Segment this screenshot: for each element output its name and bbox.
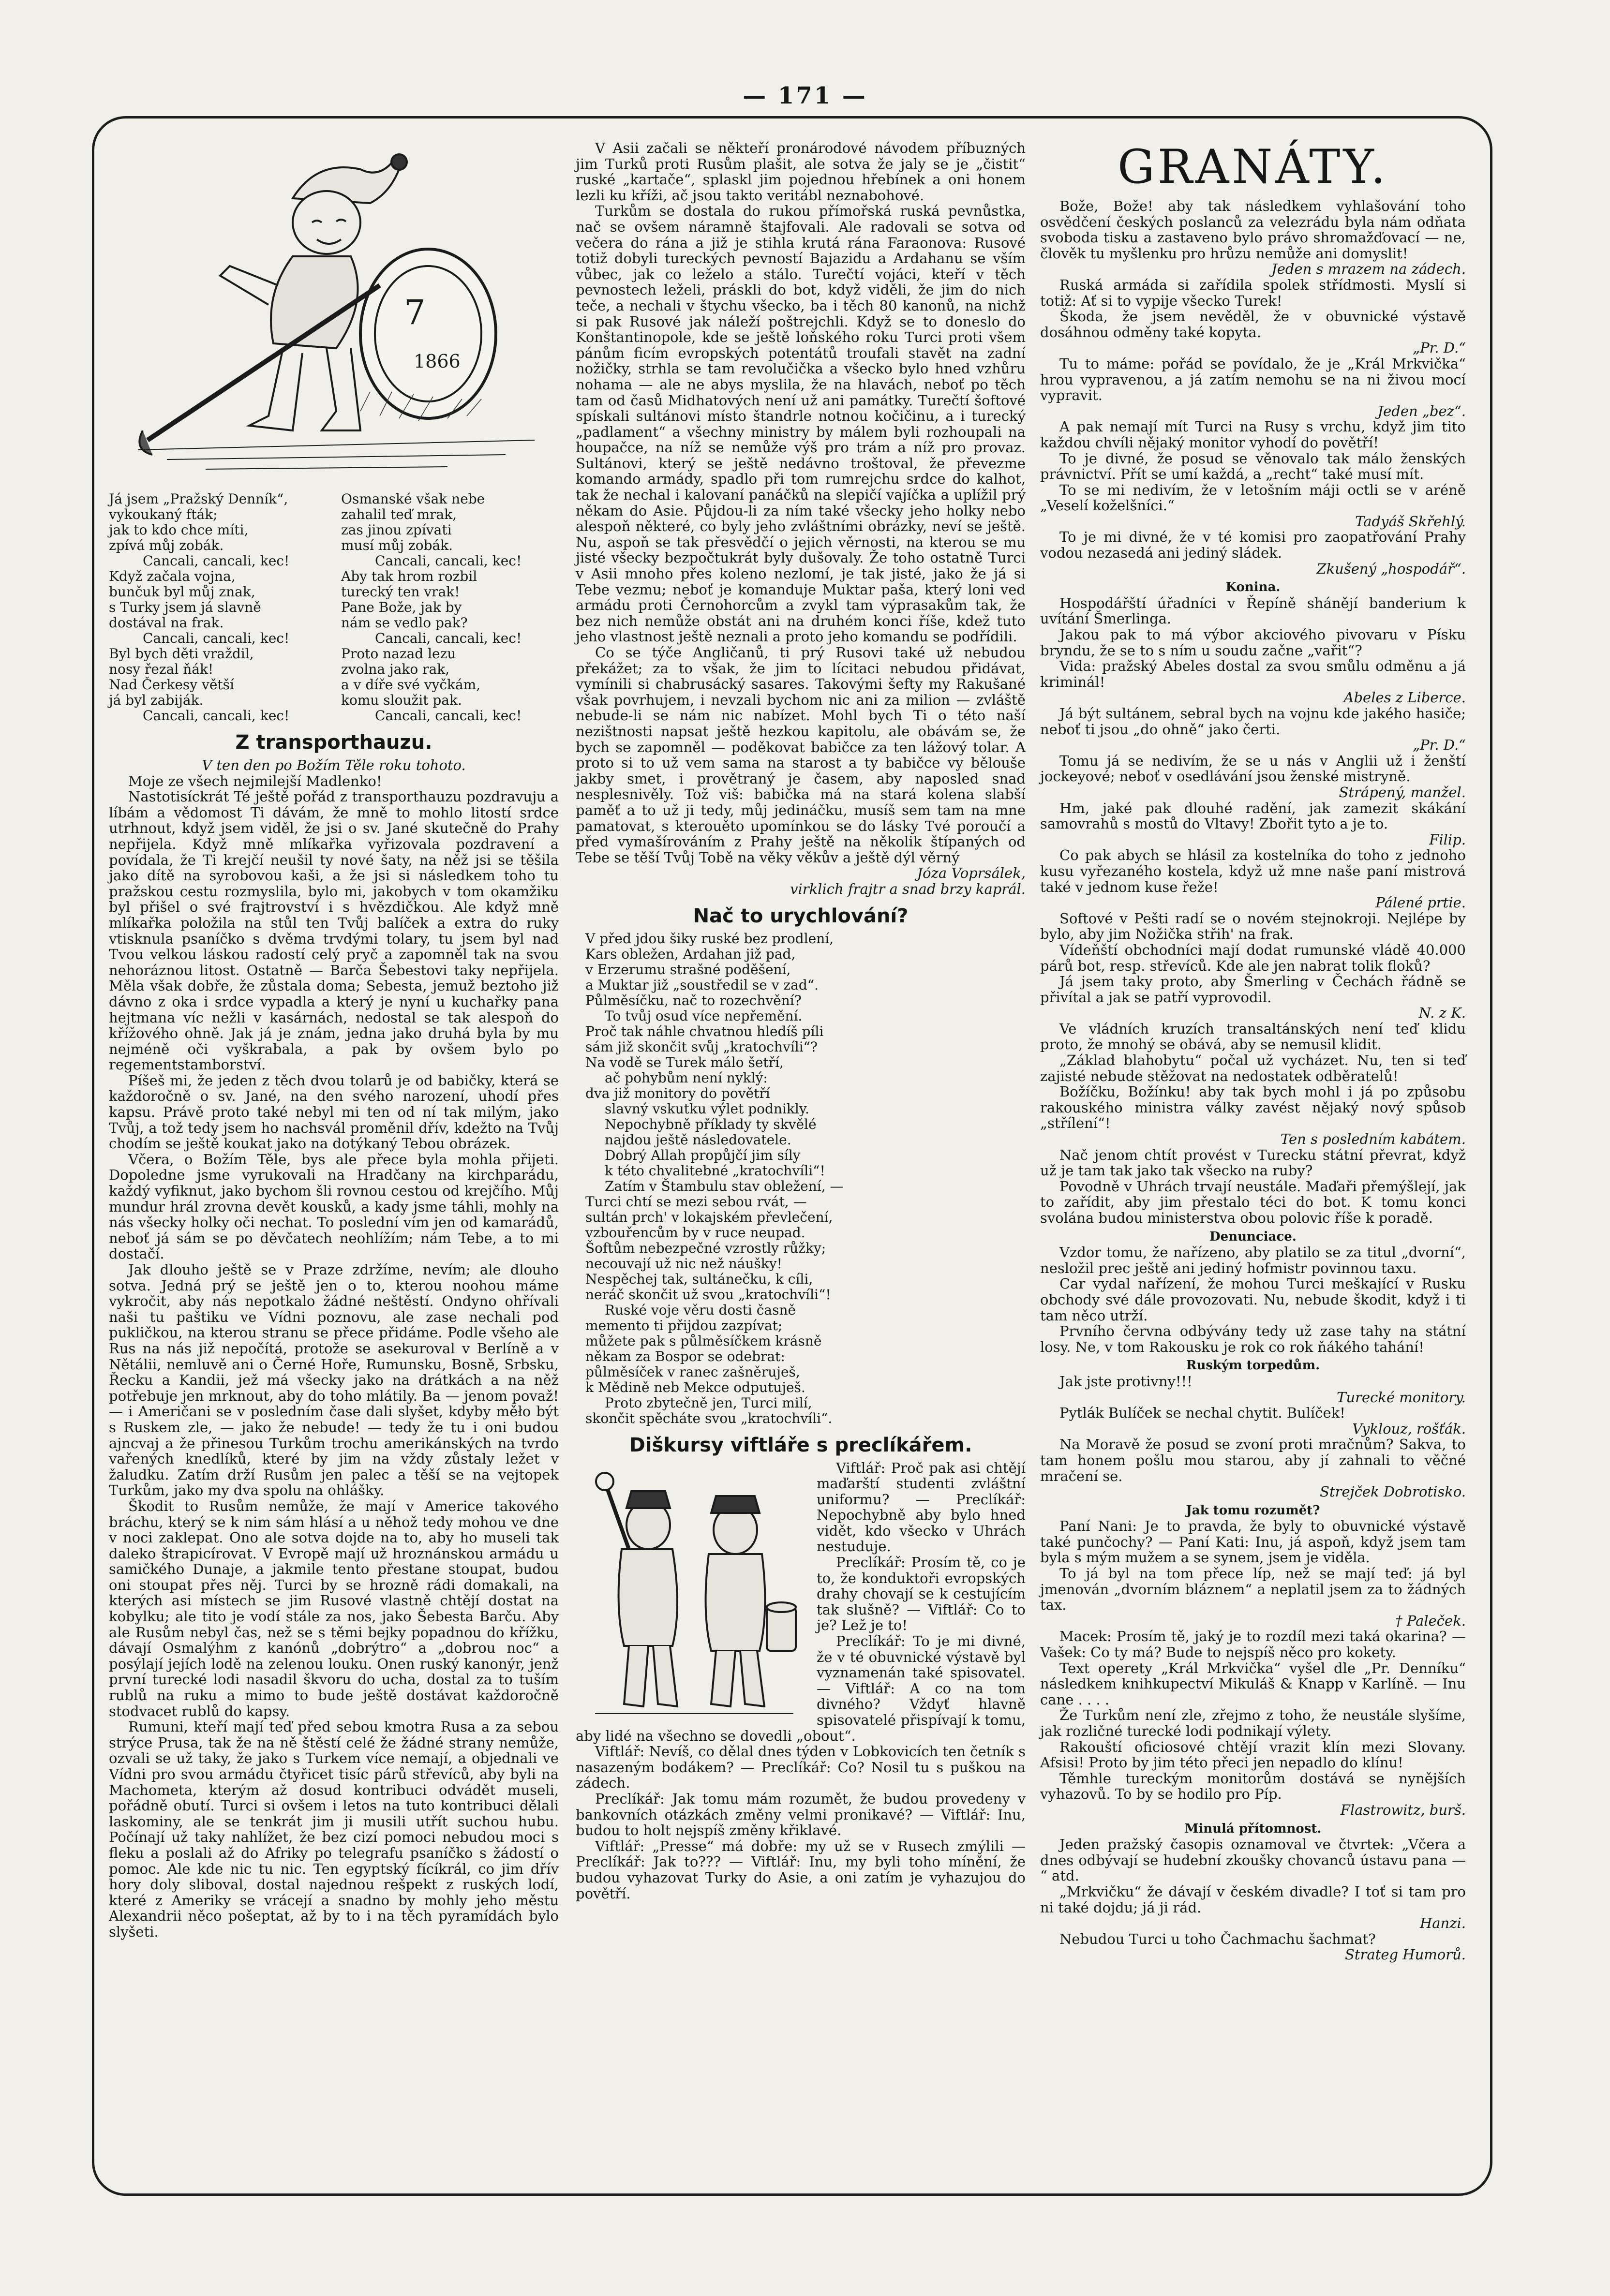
joke-signature: Jeden s mrazem na zádech. (1271, 261, 1466, 278)
joke-signature: Ten s posledním kabátem. (1280, 1131, 1466, 1148)
poem-line: Šoftům nebezpečné vzrostly růžky; (585, 1240, 826, 1256)
joke-item: To je mi divné, že v té komisi pro zaopatřování Prahy vodou nezasedá ani jediný sládek. (1040, 529, 1466, 562)
poem-line: dva již monitory do povětří (585, 1085, 770, 1101)
joke-item: Že Turkům není zle, zřejmo z toho, že neustále slyšíme, jak rozličné turecké lodi podnikají výlety. (1040, 1707, 1466, 1739)
poem-refrain: Cancali, cancali, kec! (143, 630, 290, 646)
poem-refrain: Cancali, cancali, kec! (375, 553, 522, 569)
poem-line: neráč skončit už svou „kratochvíli“! (585, 1286, 831, 1303)
joke-item: Těmhle tureckým monitorům dostává se nynějších vyhazovů. To by se hodilo pro Píp. (1040, 1770, 1466, 1803)
joke-item: To je divné, že posud se věnovalo tak málo ženských právnictví. Přít se umí každá, a „recht“ také musí mít. (1040, 450, 1466, 483)
poem-refrain: Cancali, cancali, kec! (143, 708, 290, 724)
poem-line: půlměsíček v ranec zašněruješ, (585, 1363, 800, 1380)
column-3 (1040, 140, 1466, 1963)
granaty-title: GRANÁTY. (1118, 140, 1388, 194)
article-paragraph: Co se týče Angličanů, ti prý Rusovi také už nebudou překážet; za to však, že jim to lícitaci nebudou přidávat, vymínili si chabrusácký sasares. Takovými šefty my Rakušané však povrhujem, i nevzali bychom nic ani za milion — zvláště nebude-li se nám nic nabízet. Mohl bych Ti o této naší nezištnosti napsat ještě hezkou kapitolu, ale obávám se, že bych se zapomněl — poděkovat babičce za ten lážový tolar. A proto si to už vem sama na starost a ty babičce vy bělouše jakby smet, i provětraný je časem, aby naposled snad nesplesnivěly. Tož viš: babička má na stará kolena slabší paměť a to už ji tedy, můj jedináčku, musíš sem tam na mne pamatovat, s kterouěto upomínkou se do lásky Tvé poroučí a před vymašírováním z Prahy ještě na několik štípaných od Tebe se těší Tvůj Tobě na věky věkův a ještě dýl věrný (576, 644, 1026, 866)
poem-line: s Turky jsem já slavně (109, 599, 261, 615)
poem-line: k Mědině neb Mekce odputuješ. (585, 1379, 805, 1395)
joke-item: Rakouští oficiosové chtějí vrazit klín mezi Slovany. Afsisi! Proto by jim této přeci jen nepadlo do klínu! (1040, 1738, 1466, 1771)
poem-line: Kars obležen, Ardahan již pad, (585, 946, 796, 962)
joke-signature: Strejček Dobrotisko. (1320, 1483, 1466, 1500)
urychlovani-poem (576, 931, 1026, 1426)
letter-signature: Józa Voprsálek, (917, 865, 1026, 882)
pravda-poem (109, 491, 559, 724)
poem-line: Proč tak náhle chvatnou hledíš píli (585, 1023, 824, 1039)
dialog-paragraph: Viftlář: Proč pak asi chtějí maďarští studenti zvláštní uniformu? — Preclíkář: Nepochybně aby bylo hned vidět, kdo všecko v Uhrách nestuduje. (817, 1460, 1026, 1555)
article-paragraph: Rumuni, kteří mají teď před sebou kmotra Rusa a za sebou strýce Prusa, tak že na ně štěstí celé že žádné strany nemůže, ozvali se už taky, že jako s Turkem více nemají, a objednali ve Vídni pro svou armádu čtyřicet tisíc párů střevíců, aby byli na Machometa, kterým až dosud kontribuci odvádět museli, pořádně obutí. Turci si ovšem i letos na tuto kontribuci dělali laskominy, ale se tenkrát jim ji musili utřít suchou hubu. Počínají už taky nahlížet, že bez cizí pomoci nebudou moci s fleku a poslali až do Afriky po telegrafu psaníčko s žádostí o pomoc. Ale kde nic tu nic. Ten egyptský fícíkrál, co jim dřív hory doly sliboval, dostal najednou rešpekt z ruských lodí, které z Ameriky se vrácejí a snadno by mohly jeho městu Alexandrii něco pošeptat, až by to i na těch pyramídách bylo slyšeti. (109, 1718, 559, 1940)
poem-line: vzbouřencům by v ruce neupad. (585, 1224, 805, 1241)
poem-line: zas jinou zpívati (341, 522, 452, 538)
article-paragraph: Jak dlouho ještě se v Praze zdržíme, nevím; ale dlouho sotva. Jedná prý se ještě jen o to, kterou noohou máme vykročit, aby nás nepotkalo žádné neštěstí. Ondyno ohřívali naši tu paštiku ve Vídni poznovu, ale zase nechali pod pukličkou, na kterou stranu se přece přidáme. Podle všeho ale Rus na nás již nepočítá, protože se asekuroval v Berlíně a v Nětálii, nemluvě ani o Černé Hoře, Rumunsku, Bosně, Srbsku, Řecku a Kandii, jež má všecky jako na drátkách a na něž potřebuje jen mrknout, aby do toho mlátily. Ba — jenom považ! — i Američani se v posledním čase dali slyšet, kdyby měło být s Ruskem zle, — jako že nebude! — tedy že tu i oni budou ajncvaj a že přinesou Turkům trochu amerikánských na tvrdo vařených knedlíků, které by jim na vždy zůstaly ležet v žaludku. Zatím drží Rusům jen palec a těší se na vejtopek Turkům, jako my dva spolu na ohlášky. (109, 1261, 559, 1499)
joke-item: Na Moravě že posud se zvoní proti mračnům? Sakva, to tam honem pošlu mou starou, aby jí zahnali to věčné mračení se. (1040, 1436, 1466, 1484)
svg-text:7: 7 (404, 293, 426, 332)
article-paragraph: Včera, o Božím Těle, bys ale přece byla mohla přijeti. Dopoledne jsme vyrukovali na Hradčany na kirchparádu, každý vyfiknut, jako bychom šli rovnou cestou od krejčího. Můj mundur hrál zrovna devět kousků, a kady jsme táhli, mohly na nás všecky holky oči nechat. To poslední vím jen od kamarádů, neboť já sám se po děvčatech neohlížím; nám Tebe, a to mi dostačí. (109, 1151, 559, 1262)
article-paragraph: Škodit to Rusům nemůže, že mají v Americe takového bráchu, který se k nim sám hlásí a u něhož tedy mohou ve dne v noci zaklepat. Ono ale sotva dojde na to, aby ho museli tak daleko štrapicírovat. V Evropě mají už hroznánskou armádu u samičkého Dunaje, a jakmile tento přestane stoupat, budou oni stoupat přes něj. Turci by se hrozně rádi domakali, na kterých asi místech se jim Rusové vlastně chtějí dostat na kobylku; ale tito je vodí stále za nos, jako Šebesta Barču. Aby ale Rusům nebyl čas, než se s těmi bejky popadnou do křížku, dávají Osmalýhm z kanónů „dobrýtro“ a „dobrou noc“ a posýlají jejích lodě na zelenou louku. Onen ruský kanonýr, jenž první turecké lodi nasadil škvoru do ucha, dostal za to tuším rublů na ruku a mimo to bude ještě dostávat každoročně stodvacet rublů do kapsy. (109, 1497, 559, 1719)
poem-line: sám již skončit svůj „kratochvíli“? (585, 1038, 818, 1055)
joke-item: Ruská armáda si zařídila spolek střídmosti. Myslí si totiž: Ať si to vypije všecko Turek! (1040, 276, 1466, 309)
poem-line: můžete pak s půlměsíčkem krásně (585, 1333, 822, 1349)
article-paragraph: Píšeš mi, že jeden z těch dvou tolarů je od babičky, která se každoročně o sv. Jané, na den svého narození, uhodí přes kapsu. Právě proto také nebyl mi ten od ní tak milým, jako Tvůj, a tož tedy jsem ho nachsvál proměnil dřív, kdežto na Tvůj chodím se ještě koukat jako na dotýkaný Tebou obrázek. (109, 1072, 559, 1152)
joke-item: Vzdor tomu, že nařízeno, aby platilo se za titul „dvorní“, nesložil prec ještě ani jediný hofmistr povinnou taxu. (1040, 1244, 1466, 1276)
joke-item: Co pak abych se hlásil za kostelníka do toho z jednoho kusu vyřezaného kostela, když už mne naše paní mistrová také v jednom kuse řeže! (1040, 847, 1466, 895)
joke-item: Tu to máme: pořád se povídalo, že je „Král Mrkvička“ hrou vypravenou, a já zatím nemohu se na ni živou mocí vypravit. (1040, 355, 1466, 404)
dialog-paragraph: Viftlář: Nevíš, co dělal dnes týden v Lobkovicích ten četník s nasazeným bodákem? — Preclíkář: Co? Nosil tu s puškou na zádech. (576, 1743, 1026, 1792)
poem-line: Turci chtí se mezi sebou rvát, — (585, 1193, 807, 1210)
poem-line: někam za Bospor se odebrat: (585, 1348, 785, 1364)
konina-items (1040, 595, 1466, 1226)
dialog-paragraph: Preclíkář: Prosím tě, co je to, že konduktoři evropských drahy chovají se k cestujícím tak slušně? — Viftlář: Co to je? Lež je to! (817, 1554, 1026, 1634)
poem-line: najdou ještě následovatele. (605, 1131, 791, 1148)
poem-line: Nepochybně příklady ty skvělé (605, 1116, 817, 1132)
column-1 (109, 140, 559, 1940)
rozumet-items (1040, 1518, 1466, 1818)
poem-line: Dobrý Allah propůjčí jim síly (605, 1147, 801, 1163)
torpedo-items (1040, 1374, 1466, 1500)
poem-line: Proto zbytečně jen, Turci milí, (605, 1394, 812, 1411)
joke-item: Vida: pražský Abeles dostal za svou smůlu odměnu a já kriminál! (1040, 658, 1466, 690)
poem-line: vykoukaný fták; (109, 506, 218, 522)
joke-item: Jeden pražský časopis oznamoval ve čtvrtek: „Včera a dnes odbývají se hudební zkoušky chovanců ústavu pana — “ atd. (1040, 1836, 1466, 1884)
poem-line: Pane Bože, jak by (341, 599, 462, 615)
poem-line: Když začala vojna, (109, 568, 236, 584)
joke-item: Hospodářští úřadníci v Řepíně shánějí banderium k uvítání Šmerlinga. (1040, 594, 1466, 627)
joke-item: Škoda, že jsem nevěděl, že v obuvnické výstavě dosáhnou odměny také kopyta. (1040, 308, 1466, 341)
joke-signature: Tadyáš Skřehlý. (1355, 513, 1466, 530)
dialog-paragraph: Preclíkář: Jak tomu mám rozumět, že budou provedeny v bankovních otázkách změny velmi pronikavé? — Viftlář: Inu, budou to holt nejspíš změny křiklavé. (576, 1790, 1026, 1839)
poem-line: jak to kdo chce míti, (109, 522, 249, 538)
joke-signature: Vyklouz, rošťák. (1352, 1420, 1466, 1437)
poem-line: dostával na frak. (109, 615, 224, 631)
poem-line: Nespěchej tak, sultánečku, k cíli, (585, 1271, 813, 1287)
denunciace-items (1040, 1244, 1466, 1355)
poem-line: sultán prch' v lokajském převlečení, (585, 1209, 833, 1225)
joke-item: To já byl na tom přece líp, než se mají teď: já byl jmenován „dvorním bláznem“ a neplatil jsem za to žádných tax. (1040, 1565, 1466, 1614)
poem-line: ač pohybům není nyklý: (605, 1069, 768, 1086)
poem-right-column (341, 491, 559, 724)
joke-item: Bože, Bože! aby tak následkem vyhlašování toho osvědčení českých poslanců za velezrádu byla nám odňata svoboda tisku a zastaveno bylo právo shromažďovací — ne, člověk tu myšlenku pro hrůzu nemůže ani domyslit! (1040, 198, 1466, 262)
two-men-illustration (576, 1462, 808, 1723)
poem-refrain: Cancali, cancali, kec! (143, 553, 290, 569)
joke-signature: Pálené prtie. (1375, 894, 1466, 911)
joke-signature: N. z K. (1418, 1005, 1466, 1022)
joke-signature: „Pr. D.“ (1413, 737, 1466, 754)
poem-title: Nač to urychlování? (693, 904, 909, 927)
joke-signature: Strateg Humorů. (1345, 1946, 1466, 1963)
poem-line: Osmanské však nebe (341, 491, 485, 507)
poem-line: Aby tak hrom rozbil (341, 568, 477, 584)
joke-item: Jak jste protivny!!! (1059, 1373, 1193, 1390)
svg-text:1866: 1866 (414, 351, 461, 372)
poem-line: V před jdou šiky ruské bez prodlení, (585, 930, 834, 947)
joke-item: „Mrkvičku“ že dávají v českém divadle? I toť si tam pro ni také dojdu; já ji rád. (1040, 1883, 1466, 1916)
poem-line: bunčuk byl můj znak, (109, 584, 255, 600)
joke-item: To se mi nedivím, že v letošním máji octli se v aréně „Veselí koželšníci.“ (1040, 481, 1466, 514)
boy-with-coin-illustration (109, 140, 554, 479)
poem-left-column (109, 491, 327, 724)
poem-line: turecký ten vrak! (341, 584, 460, 600)
joke-item: Vídeňští obchodníci mají dodat rumunské vládě 40.000 párů bot, resp. střevíců. Kde ale jen nabrat tolik floků? (1040, 941, 1466, 974)
joke-item: Božíčku, Božínku! aby tak bych mohl i já po způsobu rakouského ministra války zavést nějaký nový spůsob „střílení“! (1040, 1083, 1466, 1132)
poem-line: komu sloužit pak. (341, 692, 462, 708)
poem-line: zpívá můj zobák. (109, 537, 224, 553)
joke-signature: Flastrowitz, burš. (1340, 1801, 1466, 1818)
joke-item: Ve vládních kruzích transaltánských není teď klidu proto, že mnohý se obává, aby se nemusil klidit. (1040, 1020, 1466, 1053)
column-2 (576, 140, 1026, 1901)
poem-line: slavný vskutku výlet podnikly. (605, 1100, 809, 1117)
section-head-konina: Konina. (1225, 580, 1281, 595)
section-head-rozumet: Jak tomu rozumět? (1186, 1503, 1320, 1518)
minula-items (1040, 1837, 1466, 1963)
poem-line: a Muktar již „soustředil se v zad“. (585, 977, 819, 993)
joke-signature: Filip. (1429, 831, 1466, 848)
joke-signature: „Pr. D.“ (1413, 340, 1466, 356)
article-paragraph: V Asii začali se někteří pronárodové návodem příbuzných jim Turků proti Rusům plašit, ale sotva že jaly se je „čistit“ ruské „kartače“, splaskl jim pojednou hřebínek a oni honem lezli ku kříži, ač jsou takto veritábl neznabohové. (576, 140, 1026, 204)
joke-item: Tomu já se nedivím, že se u nás v Anglii už i ženští jockeyové; neboť v osedlávání jsou ženské mistryně. (1040, 752, 1466, 785)
poem-line: Proto nazad lezu (341, 646, 456, 662)
dialog-section (576, 1460, 1026, 1902)
section-head-denunciace: Denunciace. (1209, 1229, 1297, 1244)
joke-item: A pak nemají mít Turci na Rusy s vrchu, když jim tito každou chvíli nějaký monitor vyhodí do povětří! (1040, 418, 1466, 451)
poem-line: necouvají už nic než náušky! (585, 1255, 782, 1272)
granaty-items (1040, 198, 1466, 577)
poem-line: Já jsem „Pražský Denník“, (109, 491, 288, 507)
joke-item: Nebudou Turci u toho Čachmachu šachmat? (1059, 1930, 1376, 1947)
letter-greeting: Moje ze všech nejmilejší Madlenko! (128, 772, 382, 789)
article-title: Z transporthauzu. (235, 731, 432, 754)
joke-item: Nač jenom chtít provést v Turecku státní převrat, když už je tam tak jako tak všecko na ruby? (1040, 1146, 1466, 1179)
article-paragraph: Turkům se dostala do rukou přímořská ruská pevnůstka, nač se ovšem náramně štajfovali. Ale radovali se sotva od večera do rána a již je stihla krutá rána Faraonova: Rusové totiž dobyli tureckých pevností Bajazidu a Ardahanu se vším vůbec, jak co leželo a stálo. Turečtí vojáci, kteří v těch pevnostech leželi, práskli do bot, když viděli, že jim do nich teče, a nechali v štychu všecko, ba i těch 80 kanonů, na nichž si pak Rusové jak náleží poštrejchli. Když se to doneslo do Konštantinopole, kde se ještě loňského roku Turci proti všem pánům ficím evropských potentátů troufali stavět na zadní nožičky, strhla se tam revolučička a všecko bylo hned vzhůru nohama — ale ne abys myslila, že na hlavách, neboť po těch tam od časů Midhatových není už ani památky. Turečtí šoftové spískali sultánovi místo štandrle notnou kočičinu, a i turecký „padlament“ a všechny ministry by málem byli rozhoupali na houpačce, na níž se nemůže výš pro trám a níž pro provaz. Sultánovi, který se ještě nedávno troštoval, že převezme komando armády, spadlo při tom rumrejchu srdce do kalhot, tak že nechal i kalovaní panáčků na slepičí vajíčka a uplížil prý někam do Asie. Půjdou-li za ním také všecky jeho holky nebo alespoň některé, co byly jeho zvláštními obrázky, neví se ještě. Nu, aspoň se tak přesvědčí o jejich věrnosti, na kterou se mu jisté všecky bezpočtukrát byly dušovaly. Že toho ostatně Turci v Asii mnoho přes koleno nezlomí, je tak jisté, jako že já si Tebe vezmu; neboť je komanduje Muktar paša, který loni ved armádu proti Černohorcům a zvykl tam výprasakům tak, že bez nich nemůže obstát ani na druhém konci říše, kdež tuto jeho vlastnost ještě neznali a proto jeho komandu se podřídili. (576, 203, 1026, 645)
joke-signature: Strápený, manžel. (1339, 784, 1466, 800)
joke-item: Povodně v Uhrách trvají neustále. Maďaři přemýšlejí, jak to zařídit, aby jim přestalo téci do bot. K tomu konci svolána budou ministerstva obou polovic říše k poradě. (1040, 1178, 1466, 1226)
joke-item: Já být sultánem, sebral bych na vojnu kde jakého hasiče; neboť ti jsou „do ohně“ jako čerti. (1040, 705, 1466, 738)
poem-refrain: Cancali, cancali, kec! (375, 708, 522, 724)
page-number: — 171 — (743, 82, 867, 109)
article-subtitle: V ten den po Božím Těle roku tohoto. (202, 757, 466, 773)
poem-line: Nad Čerkesy větší (109, 677, 234, 693)
poem-line: skončit spěcháte svou „kratochvíli“. (585, 1410, 833, 1426)
poem-line: Byl bych děti vraždil, (109, 646, 254, 662)
joke-signature: Abeles z Liberce. (1343, 689, 1466, 706)
joke-item: Macek: Prosím tě, jaký je to rozdíl mezi taká okarina? — Vašek: Co ty má? Bude to nejspíš něco pro kokety. (1040, 1628, 1466, 1661)
joke-item: Paní Nani: Je to pravda, že byly to obuvnické výstavě také punčochy? — Paní Kati: Inu, já aspoň, když jsem tam byla s mým mužem a se synem, jsem je viděla. (1040, 1518, 1466, 1566)
poem-line: Ruské voje věru dosti časně (605, 1302, 796, 1318)
poem-line: k této chvalitebné „kratochvíli“! (605, 1162, 825, 1179)
joke-item: Text operety „Král Mrkvička“ vyšel dle „Pr. Denníku“ následkem knihkupectví Mikuláš & Knapp v Karlíně. — Inu cane . . . . (1040, 1659, 1466, 1708)
section-head-torpedo: Ruským torpedům. (1186, 1358, 1320, 1373)
dialog-paragraph: Preclíkář: To je mi divné, že v té obuvnické výstavě byl vyznamenán také spisovatel. — Viftlář: A co na tom divného? Vždyť hlavně spisovatelé přispívají k tomu, aby lidé na všechno se dovedli „obout“. (576, 1633, 1026, 1744)
poem-line: zahalil teď mrak, (341, 506, 457, 522)
poem-line: v Erzerumu strašné poděšení, (585, 961, 791, 978)
joke-item: Já jsem taky proto, aby Šmerling v Čechách řádně se přivítal a jak se patří vyprovodil. (1040, 973, 1466, 1006)
dialog-title: Diškursy viftláře s preclíkářem. (629, 1434, 972, 1456)
poem-line: a v díře své vyčkám, (341, 677, 481, 693)
joke-item: Prvního června odbývány tedy už zase tahy na státní losy. Ne, v tom Rakousku je rok co rok ňákého tahání! (1040, 1323, 1466, 1355)
letter-signature-title: virklich frajtr a snad brzy kaprál. (790, 880, 1026, 897)
joke-item: Jakou pak to má výbor akciového pivovaru v Písku bryndu, že se to s ním u soudu začne „vařit“? (1040, 626, 1466, 659)
poem-line: Půlměsíčku, nač to rozechvění? (585, 992, 802, 1008)
poem-line: memento ti přijdou zazpívat; (585, 1317, 783, 1333)
dialog-paragraph: Viftlář: „Presse“ má dobře: my už se v Rusech zmýlili — Preclíkář: Jak to??? — Viftlář: Inu, my byli toho mínění, že budou vyhazovat Turky do Asie, a oni zatím je vyhazujou do povětří. (576, 1837, 1026, 1902)
joke-item: Car vydal nařízení, že mohou Turci meškající v Rusku obchody své dále provozovati. Nu, nebude škodit, když i ti tam něco utrží. (1040, 1275, 1466, 1324)
poem-line: zvolna jako rak, (341, 661, 450, 677)
section-head-minula: Minulá přítomnost. (1184, 1821, 1322, 1836)
poem-refrain: Cancali, cancali, kec! (375, 630, 522, 646)
joke-signature: Hanzi. (1419, 1915, 1466, 1932)
poem-line: nosy řezal ňák! (109, 661, 214, 677)
poem-line: Zatím v Štambulu stav obležení, — (605, 1178, 844, 1194)
joke-signature: † Paleček. (1395, 1612, 1466, 1629)
poem-line: já byl zabiják. (109, 692, 204, 708)
joke-signature: Zkušený „hospodář“. (1316, 560, 1466, 577)
joke-signature: Jeden „bez“. (1377, 402, 1466, 419)
article-paragraph: Nastotisíckrát Té ještě pořád z transporthauzu pozdravuju a líbám a vědomost Ti dávám, že mně to mohlo litostí srdce utrhnout, když jsem viděl, že jsi o sv. Jané skutečně do Prahy nepřijela. Když mně mlíkařka vyřizovala pozdravení a povídala, že Ti krejčí neušil ty nové šaty, na něž jsi se těšila jako dítě na syrobovou kaši, a že jsi si následkem toho tu pražskou cestu rozmyslila, bylo mi, jakobych v tom okamžiku byl přišel o své frajtrovství i s hvězdičkou. Ale když mně mlíkařka položila na stůl ten Tvůj balíček a extra do ruky vtisknula psaníčko s dvěma trvdými tolary, tu jsem byl nad Tvou velkou láskou radostí celý pryč a zapomněl tak na svou nehoráznou litost. Ostatně — Barča Šebestovi taky nepřijela. Měla však dobře, že zůstala doma; Sebesta, jemuž beztoho již dávno z oka i srdce vypadla a který je nyní u kuchařky pana hejtmana víc nežli v kasárnách, nedostal se tak alespoň do křížového ohně. Jak já je znám, jedna jako druhá byla by mu nejméně oči vyškrabala, a pak by ovšem bylo po regementstamborství. (109, 788, 559, 1073)
joke-item: Hm, jaké pak dlouhé radění, jak zamezit skákání samovrahů s mostů do Vltavy! Zbořit tyto a je to. (1040, 800, 1466, 832)
poem-line: To tvůj osud více nepřemění. (605, 1007, 803, 1024)
poem-line: Na vodě se Turek málo šetří, (585, 1054, 784, 1070)
poem-line: musí můj zobák. (341, 537, 453, 553)
joke-item: „Základ blahobytu“ počal už vycházet. Nu, ten si teď zajisté nebude stěžovat na nedostatek odběratelů! (1040, 1052, 1466, 1084)
poem-line: nám se vedlo pak? (341, 615, 468, 631)
joke-item: Softové v Pešti radí se o novém stejnokroji. Nejlépe by bylo, aby jim Nožička střih' na frak. (1040, 910, 1466, 943)
joke-item: Pytlák Bulíček se nechal chytit. Bulíček! (1059, 1405, 1345, 1422)
joke-signature: Turecké monitory. (1337, 1389, 1466, 1406)
